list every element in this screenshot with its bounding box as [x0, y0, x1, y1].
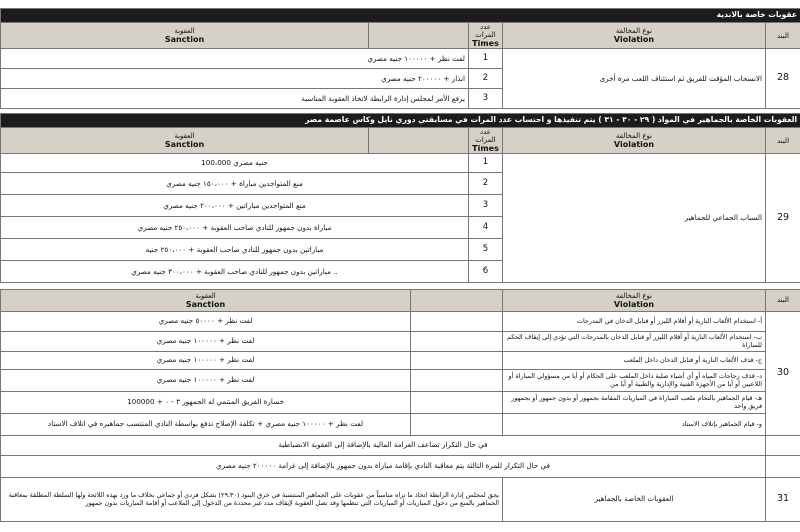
fan-violations-table [0, 289, 800, 522]
violation-header: نوع المخالفة Violation [503, 23, 766, 49]
sanction-cell: لفت نظر + ١٠٠٠٠٠ جنيه مصري [1, 332, 411, 352]
violation-cell: ج- قذف الألعاب النارية أو قنابل الدخان داخل الملعب [503, 352, 766, 370]
club-sanctions-table [0, 8, 800, 109]
times-cell: 4 [469, 217, 503, 239]
sanction-cell: جنيه مصري 100،000 [1, 154, 469, 173]
sanction-header: العقوبة Sanction [1, 23, 369, 49]
violation-header: نوع المخالفة Violation [503, 128, 766, 154]
spacer-cell [411, 332, 503, 352]
table-row [1, 352, 800, 370]
table-row [1, 370, 800, 392]
spacer-cell [411, 352, 503, 370]
violation-cell: السباب الجماعي للجماهير [503, 154, 766, 283]
sanction-cell: يحق لمجلس إدارة الرابطة اتخاذ ما تراه مناسباً من عقوبات على الجماهير المنتسبة في خرق البنود (٢٩،٣٠) بشكل فردي أو جماعي بخلاف ما ورد بهذه اللائحة ولها السلطة المطلقة بمعاقبة الجماهير بالمنع من دخول المباريات أو المباريات التي تنظمها وقد تصل العقوبة لإيقاف مدد غير محددة من الدخول إلى الملاعب أو اقامة المباريات بدون جمهور [1, 478, 503, 522]
fan-sanctions-table [0, 113, 800, 283]
sanction-cell: لفت نظر + ١٠٠٠٠٠ جنيه مصري [1, 370, 411, 392]
header-row [1, 23, 800, 49]
times-cell: 6 [469, 261, 503, 283]
violation-cell: العقوبات الخاصة بالجماهير [503, 478, 766, 522]
sanction-cell: لفت نظر + ١٠٠٠٠٠ جنيه مصري + تكلفة الإصلاح تدفع بواسطة النادي المنتسب جماهيره في اتلاف الاستاد [1, 414, 411, 436]
band-header: البند [766, 23, 800, 49]
sanction-cell: لفت نظر + ١٠٠٠٠٠ جنيه مصري [1, 352, 411, 370]
table-row [1, 332, 800, 352]
sanction-cell: لفت نظر + ٥٠٠٠٠ جنيه مصري [1, 312, 411, 332]
band-header: البند [766, 290, 800, 312]
table-row [1, 49, 800, 69]
times-cell: 1 [469, 154, 503, 173]
section-title-row [1, 114, 800, 128]
sanction-cell: مباراتين بدون جمهور للنادي صاحب العقوبة + ٣٠٠،٠٠٠ جنيه مصري .. [1, 261, 469, 283]
note-row [1, 456, 800, 478]
times-cell: 3 [469, 195, 503, 217]
sanction-cell: لفت نظر + ١٠٠٠٠٠ جنيه مصري [1, 49, 469, 69]
repeat-note: في حال التكرار تضاعف الغرامة المالية بالإضافة إلى العقوبة الانضباطية [1, 436, 766, 456]
note-row [1, 436, 800, 456]
item-number: 31 [766, 478, 800, 522]
violation-cell: الانسحاب المؤقت للفريق ثم استئناف اللعب مرة أخرى [503, 49, 766, 109]
section-title-row [1, 9, 800, 23]
violation-cell: و- قيام الجماهير بإتلاف الاستاد [503, 414, 766, 436]
violation-cell: أ- استخدام الألعاب النارية أو أقلام الليزر أو قنابل الدخان في المدرجات [503, 312, 766, 332]
spacer-header [369, 23, 469, 49]
sanction-cell: مباراتين بدون جمهور للنادي صاحب العقوبة + ٢٥٠،٠٠٠ جنيه [1, 239, 469, 261]
sanction-header: العقوبة Sanction [1, 290, 411, 312]
sanction-cell: يرفع الأمر لمجلس إدارة الرابطة لاتخاذ العقوبة المناسبة [1, 89, 469, 109]
band-cell [766, 456, 800, 478]
table-row [1, 478, 800, 522]
band-cell [766, 436, 800, 456]
times-cell: 3 [469, 89, 503, 109]
item-number: 29 [766, 154, 800, 283]
times-cell: 2 [469, 173, 503, 195]
spacer-cell [411, 312, 503, 332]
item-number: 30 [766, 312, 800, 436]
sanction-cell: مباراة بدون جمهور للنادي صاحب العقوبة + ٢٥٠،٠٠٠ جنيه مصري [1, 217, 469, 239]
violation-cell: ب- استخدام الألعاب النارية أو أقلام الليزر أو قنابل الدخان بالمدرجات التي تؤدي إلى إيقاف الحكم للمباراة [503, 332, 766, 352]
header-row [1, 128, 800, 154]
spacer-cell [411, 414, 503, 436]
violation-header: نوع المخالفة Violation [503, 290, 766, 312]
section-title: عقوبات خاصة بالاندية [1, 9, 800, 23]
table-row [1, 414, 800, 436]
sanction-cell: منع المتواجدين مباراة + ١٥٠،٠٠٠ جنيه مصري [1, 173, 469, 195]
spacer-cell [411, 370, 503, 392]
table-row [1, 154, 800, 173]
spacer-cell [411, 392, 503, 414]
spacer-header [369, 128, 469, 154]
table-row [1, 312, 800, 332]
violation-cell: د- قذف زجاجات المياه أو أي أشياء صلبة داخل الملعب على الحكام أو أيا من مسؤولي المباراة أو اللاعبين أو أيا من الأجهزة الفنية والإدارية والطبية أو أيا من [503, 370, 766, 392]
times-cell: 1 [469, 49, 503, 69]
violation-cell: هـ- قيام الجماهير بالتحام ملعب المباراة في المباريات المقامة بجمهور أو بدون جمهور أو بجمهور فريق واحد [503, 392, 766, 414]
item-number: 28 [766, 49, 800, 109]
times-cell: 2 [469, 69, 503, 89]
times-header: عدد المرات Times [469, 23, 503, 49]
spacer-header [411, 290, 503, 312]
header-row [1, 290, 800, 312]
times-header: عدد المرات Times [469, 128, 503, 154]
table-row [1, 392, 800, 414]
sanction-header: العقوبة Sanction [1, 128, 369, 154]
sanction-cell: خسارة الفريق المنتمي له الجمهور ٣ - ٠ + 100000 [1, 392, 411, 414]
sanction-cell: منع المتواجدين مباراتين + ٢٠٠،٠٠٠ جنيه مصري [1, 195, 469, 217]
third-repeat-note: في حال التكرار للمرة الثالثة يتم معاقبة النادي بإقامة مباراة بدون جمهور بالإضافة إلى غرامة ٢٠٠٠٠٠ جنيه مصري [1, 456, 766, 478]
times-cell: 5 [469, 239, 503, 261]
section-title: العقوبات الخاصة بالجماهير في المواد ( ٢٩ - ٣٠ - ٣١ ) يتم تنفيذها و احتساب عدد المرات في مسابقتي دوري نايل وكاس عاصمة مصر [1, 114, 800, 128]
band-header: البند [766, 128, 800, 154]
sanction-cell: انذار + ٢٠٠٠٠٠ جنيه مصري [1, 69, 469, 89]
